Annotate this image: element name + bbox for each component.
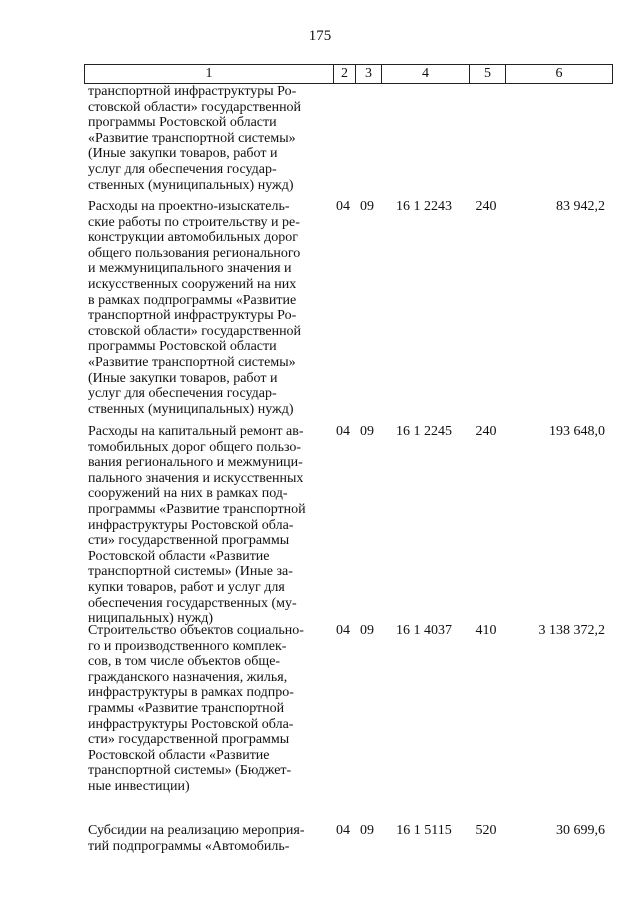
description-line: конструкции автомобильных дорог [88, 230, 298, 246]
table-row [84, 623, 611, 795]
description-line: программы Ростовской области [88, 115, 277, 131]
table-row [84, 84, 611, 193]
row-col-4 [380, 84, 468, 193]
row-col-4: 16 1 5115 [396, 823, 452, 838]
description-line: ские работы по строительству и ре- [88, 214, 300, 230]
row-amount [504, 84, 611, 193]
description-line: Ростовской области «Развитие [88, 747, 270, 763]
description-line: транспортной системы» (Иные за- [88, 564, 293, 580]
row-col-3: 09 [360, 199, 374, 214]
description-line: гражданского назначения, жилья, [88, 669, 288, 685]
row-description [84, 823, 332, 854]
description-line: сов, в том числе объектов обще- [88, 654, 281, 670]
description-line: стовской области» государственной [88, 323, 302, 339]
row-col-2: 04 [336, 199, 350, 214]
row-col-3: 09 [360, 424, 374, 439]
row-amount: 193 648,0 [549, 424, 605, 439]
header-col-4: 4 [381, 65, 469, 83]
description-line: граммы «Развитие транспортной [88, 700, 285, 716]
table-row [84, 424, 611, 627]
row-col-3: 09 [360, 823, 374, 838]
description-line: транспортной системы» (Бюджет- [88, 763, 292, 779]
table-header [84, 64, 613, 84]
row-col-3 [354, 84, 380, 193]
description-line: инфраструктуры Ростовской обла- [88, 716, 294, 732]
row-col-5: 240 [475, 199, 497, 214]
row-col-3: 09 [360, 623, 374, 638]
row-amount: 3 138 372,2 [538, 623, 605, 638]
table-row [84, 199, 611, 417]
description-line: стовской области» государственной [88, 99, 302, 115]
row-col-5: 240 [475, 424, 497, 439]
row-amount: 30 699,6 [556, 823, 605, 838]
description-line: транспортной инфраструктуры Ро- [88, 84, 297, 99]
row-col-5: 520 [475, 823, 497, 838]
description-line: го и производственного комплек- [88, 638, 287, 654]
description-line: инфраструктуры в рамках подпро- [88, 685, 294, 701]
description-line: инфраструктуры Ростовской обла- [88, 517, 294, 533]
header-col-2: 2 [333, 65, 355, 83]
header-col-6: 6 [505, 65, 612, 83]
row-col-4: 16 1 2243 [396, 199, 452, 214]
description-line: в рамках подпрограммы «Развитие [88, 292, 297, 308]
row-col-5: 410 [475, 623, 497, 638]
page-number: 175 [308, 28, 332, 44]
description-line: сооружений на них в рамках под- [88, 486, 288, 502]
description-line: Субсидии на реализацию мероприя- [88, 823, 305, 838]
row-col-2: 04 [336, 424, 350, 439]
row-description [84, 199, 332, 417]
description-line: томобильных дорог общего пользо- [88, 439, 302, 455]
description-line: вания регионального и межмуници- [88, 455, 303, 471]
description-line: (Иные закупки товаров, работ и [88, 146, 278, 162]
description-line: ственных (муниципальных) нужд) [88, 401, 294, 417]
row-col-4: 16 1 2245 [396, 424, 452, 439]
description-line: сти» государственной программы [88, 533, 290, 549]
description-line: общего пользования регионального [88, 245, 301, 261]
header-col-3: 3 [355, 65, 381, 83]
row-amount: 83 942,2 [556, 199, 605, 214]
description-line: «Развитие транспортной системы» [88, 130, 296, 146]
row-description [84, 84, 332, 193]
row-col-2: 04 [336, 823, 350, 838]
description-line: программы «Развитие транспортной [88, 501, 306, 517]
header-col-5: 5 [469, 65, 505, 83]
row-col-5 [468, 84, 504, 193]
description-line: услуг для обеспечения государ- [88, 386, 277, 402]
description-line: купки товаров, работ и услуг для [88, 579, 285, 595]
row-col-2: 04 [336, 623, 350, 638]
header-col-1: 1 [205, 66, 213, 81]
description-line: (Иные закупки товаров, работ и [88, 370, 278, 386]
description-line: транспортной инфраструктуры Ро- [88, 308, 297, 324]
row-description [84, 424, 332, 627]
description-line: и межмуниципального значения и [88, 261, 292, 277]
description-line: ниципальных) нужд) [88, 611, 213, 627]
description-line: Расходы на капитальный ремонт ав- [88, 424, 304, 439]
description-line: обеспечения государственных (му- [88, 595, 297, 611]
description-line: сти» государственной программы [88, 732, 290, 748]
description-line: услуг для обеспечения государ- [88, 161, 277, 177]
description-line: Ростовской области «Развитие [88, 548, 270, 564]
description-line: тий подпрограммы «Автомобиль- [88, 838, 290, 854]
table-row [84, 823, 611, 854]
description-line: Строительство объектов социально- [88, 623, 304, 638]
row-col-2 [332, 84, 354, 193]
description-line: пального значения и искусственных [88, 470, 304, 486]
description-line: Расходы на проектно-изыскатель- [88, 199, 290, 214]
description-line: «Развитие транспортной системы» [88, 354, 296, 370]
row-col-4: 16 1 4037 [396, 623, 452, 638]
description-line: искусственных сооружений на них [88, 276, 297, 292]
description-line: ственных (муниципальных) нужд) [88, 177, 294, 193]
row-description [84, 623, 332, 795]
description-line: программы Ростовской области [88, 339, 277, 355]
description-line: ные инвестиции) [88, 778, 190, 794]
